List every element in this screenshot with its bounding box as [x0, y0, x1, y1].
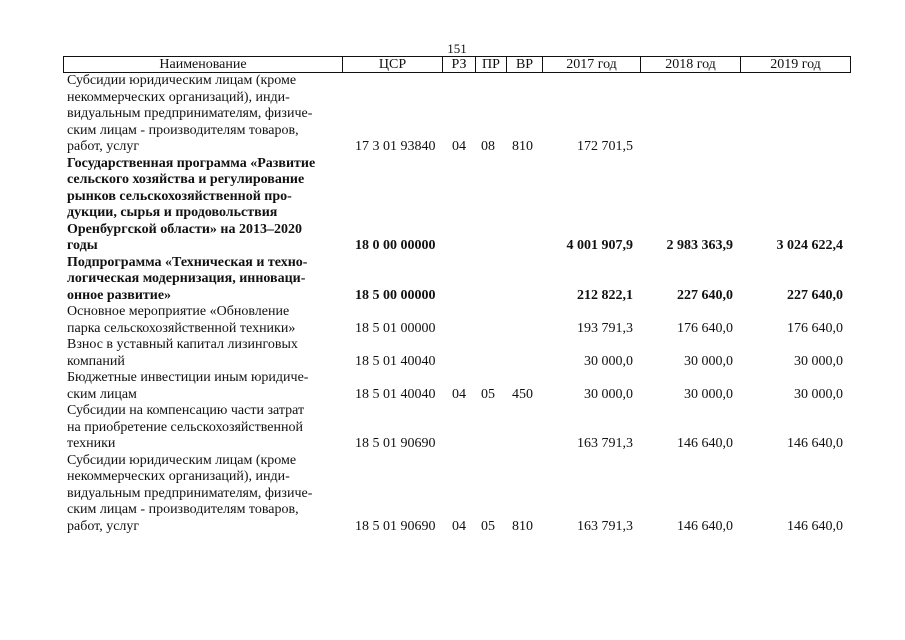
- cell-2017: 172 701,5: [577, 139, 633, 154]
- header-2018: 2018 год: [641, 56, 741, 73]
- header-2019: 2019 год: [741, 56, 851, 73]
- row-name-line: на приобретение сельскохозяйственной: [67, 419, 303, 435]
- row-name-line: работ, услуг: [67, 139, 140, 154]
- cell-csr: 18 5 01 90690: [355, 436, 436, 451]
- row-name: [63, 156, 343, 255]
- cell-2017: 163 791,3: [577, 518, 633, 534]
- cell-2018: 146 640,0: [677, 518, 733, 534]
- cell-2019: 146 640,0: [787, 436, 843, 451]
- cell-rz: [443, 337, 476, 370]
- cell-2019: 30 000,0: [794, 353, 843, 369]
- cell-rz: [443, 255, 476, 305]
- row-name-line: онное развитие»: [67, 287, 172, 303]
- cell-2018: 30 000,0: [684, 353, 733, 369]
- row-name-line: видуальным предпринимателям, физиче-: [67, 106, 313, 121]
- cell-2018: 227 640,0: [677, 287, 733, 303]
- cell-2017: 193 791,3: [577, 320, 633, 336]
- budget-table: [63, 56, 861, 535]
- row-name-line: Основное мероприятие «Обновление: [67, 304, 290, 319]
- row-name-line: ским лицам: [67, 386, 137, 402]
- row-name-line: годы: [67, 238, 98, 253]
- cell-vr: 810: [512, 139, 533, 154]
- cell-rz: [443, 403, 476, 453]
- row-name-line: рынков сельскохозяйственной про-: [67, 188, 292, 204]
- cell-2019: 3 024 622,4: [776, 238, 843, 253]
- header-vr: ВР: [507, 56, 543, 73]
- cell-pr: [476, 304, 507, 337]
- cell-2019: [741, 73, 851, 156]
- cell-pr: 05: [481, 518, 495, 534]
- row-name: [63, 370, 343, 403]
- cell-pr: [476, 156, 507, 255]
- cell-2018: [641, 73, 741, 156]
- cell-2018: 176 640,0: [677, 320, 733, 336]
- row-name: [63, 337, 343, 370]
- row-name-line: техники: [67, 436, 116, 451]
- row-name-line: ским лицам - производителям товаров,: [67, 122, 299, 138]
- cell-pr: [476, 337, 507, 370]
- row-name-line: Субсидии на компенсацию части затрат: [67, 403, 305, 418]
- row-name-line: Оренбургской области» на 2013–2020: [67, 221, 302, 237]
- header-pr: ПР: [476, 56, 507, 73]
- cell-vr: [507, 304, 543, 337]
- cell-rz: 04: [452, 139, 466, 154]
- cell-csr: 18 0 00 00000: [355, 238, 436, 253]
- row-name: [63, 453, 343, 536]
- row-name-line: работ, услуг: [67, 518, 140, 534]
- header-csr: ЦСР: [343, 56, 443, 73]
- cell-2019: 227 640,0: [787, 287, 843, 303]
- row-name-line: дукции, сырья и продовольствия: [67, 205, 278, 220]
- row-name-line: Взнос в уставный капитал лизинговых: [67, 337, 298, 352]
- row-name: [63, 255, 343, 305]
- cell-pr: [476, 255, 507, 305]
- cell-pr: 08: [481, 139, 495, 154]
- cell-pr: [476, 403, 507, 453]
- cell-rz: 04: [452, 518, 466, 534]
- cell-vr: [507, 156, 543, 255]
- row-name-line: сельского хозяйства и регулирование: [67, 172, 305, 187]
- row-name-line: видуальным предпринимателям, физиче-: [67, 485, 313, 501]
- row-name: [63, 403, 343, 453]
- cell-2019: 176 640,0: [787, 320, 843, 336]
- cell-csr: 17 3 01 93840: [355, 139, 436, 154]
- row-name-line: логическая модернизация, инноваци-: [67, 271, 306, 286]
- cell-rz: [443, 156, 476, 255]
- row-name-line: Подпрограмма «Техническая и техно-: [67, 254, 308, 270]
- cell-csr: 18 5 01 00000: [355, 320, 436, 336]
- row-name-line: Субсидии юридическим лицам (кроме: [67, 452, 297, 468]
- header-rz: РЗ: [443, 56, 476, 73]
- row-name-line: некоммерческих организаций), инди-: [67, 469, 290, 484]
- cell-2017: 4 001 907,9: [566, 238, 633, 253]
- cell-csr: 18 5 01 40040: [355, 353, 436, 369]
- cell-2018: 30 000,0: [684, 386, 733, 402]
- cell-csr: 18 5 01 90690: [355, 518, 436, 534]
- cell-pr: 05: [481, 386, 495, 402]
- cell-2017: 163 791,3: [577, 436, 633, 451]
- row-name: [63, 73, 343, 156]
- page-number: 151: [447, 41, 467, 56]
- row-name-line: Бюджетные инвестиции иным юридиче-: [67, 370, 309, 385]
- cell-rz: [443, 304, 476, 337]
- cell-vr: [507, 255, 543, 305]
- cell-csr: 18 5 00 00000: [355, 287, 436, 303]
- row-name-line: Государственная программа «Развитие: [67, 155, 316, 171]
- row-name-line: ским лицам - производителям товаров,: [67, 502, 299, 517]
- header-name: Наименование: [63, 56, 343, 73]
- cell-2019: 146 640,0: [787, 518, 843, 534]
- row-name-line: компаний: [67, 353, 125, 369]
- cell-2019: 30 000,0: [794, 386, 843, 402]
- row-name-line: Субсидии юридическим лицам (кроме: [67, 73, 297, 88]
- cell-rz: 04: [452, 386, 466, 402]
- cell-vr: [507, 337, 543, 370]
- cell-2017: 30 000,0: [584, 353, 633, 369]
- cell-csr: 18 5 01 40040: [355, 386, 436, 402]
- cell-2018: 2 983 363,9: [666, 238, 733, 253]
- row-name: [63, 304, 343, 337]
- header-2017: 2017 год: [543, 56, 641, 73]
- cell-vr: 810: [512, 518, 533, 534]
- row-name-line: некоммерческих организаций), инди-: [67, 89, 290, 105]
- cell-2017: 212 822,1: [577, 287, 633, 303]
- cell-vr: 450: [512, 386, 533, 402]
- cell-vr: [507, 403, 543, 453]
- row-name-line: парка сельскохозяйственной техники»: [67, 320, 296, 336]
- cell-2017: 30 000,0: [584, 386, 633, 402]
- cell-2018: 146 640,0: [677, 436, 733, 451]
